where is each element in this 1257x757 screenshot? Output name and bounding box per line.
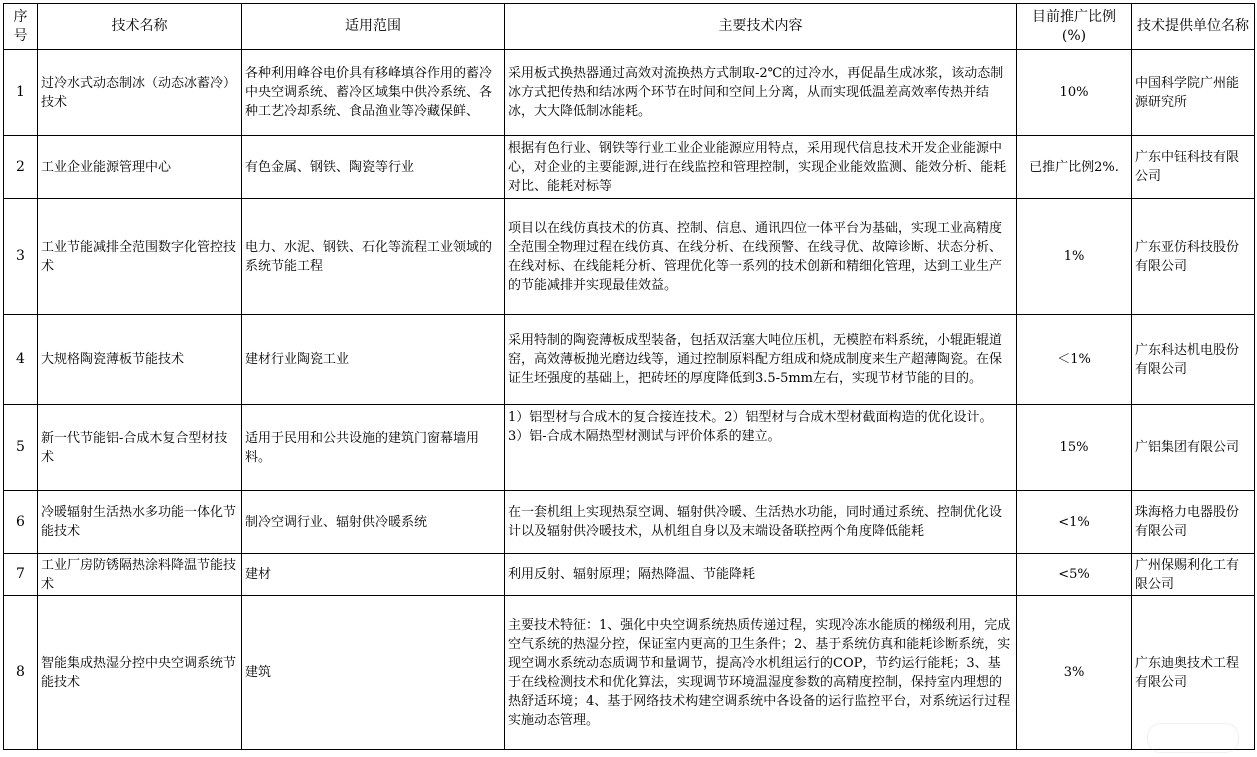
header-content: 主要技术内容: [505, 4, 1017, 50]
content-text: 在一套机组上实现热泵空调、辐射供冷暖、生活热水功能，同时通过系统、控制优化设计以及辐射供冷暖技术，从机组自身以及末端设备联控两个角度降低能耗: [508, 505, 1003, 539]
provider: 广东中钰科技有限公司: [1132, 136, 1255, 199]
tech-name: 新一代节能铝-合成木复合型材技术: [38, 405, 242, 491]
ratio: 15%: [1017, 405, 1132, 491]
tech-name: 工业厂房防锈隔热涂料降温节能技术: [38, 554, 242, 596]
ratio: 10%: [1017, 50, 1132, 136]
table-row: [4, 199, 1255, 315]
scope: 建筑: [242, 596, 505, 750]
scope: [242, 50, 505, 136]
content: 项目以在线仿真技术的仿真、控制、信息、通讯四位一体平台为基础，实现工业高精度全范围全物理过程在线仿真、在线分析、在线预警、在线寻优、故障诊断、状态分析、在线对标、在线能耗分析、管理优化等一系列的技术创新和精细化管理，达到工业生产的节能减排并实现最佳效益。: [505, 199, 1017, 315]
scope: 适用于民用和公共设施的建筑门窗幕墙用料。: [242, 405, 505, 491]
header-scope: 适用范围: [242, 4, 505, 50]
scope: 电力、水泥、钢铁、石化等流程工业领域的系统节能工程: [242, 199, 505, 315]
row-number: 1: [4, 50, 38, 136]
tech-name: 工业企业能源管理中心: [38, 136, 242, 199]
scope: 制冷空调行业、辐射供冷暖系统: [242, 491, 505, 554]
tech-name: 大规格陶瓷薄板节能技术: [38, 315, 242, 405]
content: 主要技术特征：1、强化中央空调系统热质传递过程，实现冷冻水能质的梯级利用，完成空气系统的热湿分控，保证室内更高的卫生条件；2、基于系统仿真和能耗诊断系统，实现空调水系统动态质调节和量调节，提高冷水机组运行的COP，节约运行能耗；3、基于在线检测技术和优化算法，实现调节环境温湿度参数的高精度控制，保持室内理想的热舒适环境；4、基于网络技术构建空调系统中各设备的运行监控平台，对系统运行过程实施动态管理。: [505, 596, 1017, 750]
provider: 中国科学院广州能源研究所: [1132, 50, 1255, 136]
header-provider: 技术提供单位名称: [1132, 4, 1255, 50]
tech-name: 过冷水式动态制冰（动态冰蓄冷）技术: [38, 50, 242, 136]
ratio: 3%: [1017, 596, 1132, 750]
ratio: 已推广比例2%.: [1017, 136, 1132, 199]
tech-name: 智能集成热湿分控中央空调系统节能技术: [38, 596, 242, 750]
ratio: 1%: [1017, 199, 1132, 315]
ratio: <5%: [1017, 554, 1132, 596]
header-no: 序号: [4, 4, 38, 50]
content: [505, 136, 1017, 199]
table-row: [4, 50, 1255, 136]
table-row: [4, 554, 1255, 596]
tech-name: 冷暖辐射生活热水多功能一体化节能技术: [38, 491, 242, 554]
row-number: 2: [4, 136, 38, 199]
row-number: 3: [4, 199, 38, 315]
row-number: 7: [4, 554, 38, 596]
watermark-logo: [1147, 723, 1239, 753]
table-row: [4, 491, 1255, 554]
table-row: [4, 596, 1255, 750]
row-number: 6: [4, 491, 38, 554]
provider: 珠海格力电器股份有限公司: [1132, 491, 1255, 554]
table-row: [4, 405, 1255, 491]
technology-table: [3, 3, 1255, 750]
provider: 广铝集团有限公司: [1132, 405, 1255, 491]
table-row: [4, 315, 1255, 405]
content: 采用特制的陶瓷薄板成型装备，包括双活塞大吨位压机，无模腔布料系统，小辊距辊道窑，高效薄板抛光磨边线等，通过控制原料配方组成和烧成制度来生产超薄陶瓷。在保证生坯强度的基础上，把砖坯的厚度降低到3.5-5mm左右，实现节材节能的目的。: [505, 315, 1017, 405]
provider: 广东科达机电股份有限公司: [1132, 315, 1255, 405]
scope-text: 各种利用峰谷电价具有移峰填谷作用的蓄冷中央空调系统、蓄冷区域集中供冷系统、各种工艺冷却系统、食品渔业等冷藏保鲜、: [245, 66, 493, 119]
scope: 有色金属、钢铁、陶瓷等行业: [242, 136, 505, 199]
tech-name: 工业节能减排全范围数字化管控技术: [38, 199, 242, 315]
ratio: ＜1%: [1017, 315, 1132, 405]
scope: 建材行业陶瓷工业: [242, 315, 505, 405]
provider: 广州保赐利化工有限公司: [1132, 554, 1255, 596]
content: 1）铝型材与合成木的复合接连技术。2）铝型材与合成木型材截面构造的优化设计。 3）铝-合成木隔热型材测试与评价体系的建立。: [505, 405, 1017, 491]
content: 采用板式换热器通过高效对流换热方式制取-2℃的过冷水，再促晶生成冰浆，该动态制冰方式把传热和结冰两个环节在时间和空间上分离，从而实现低温差高效率传热并结冰，大大降低制冰能耗。: [505, 50, 1017, 136]
ratio: <1%: [1017, 491, 1132, 554]
table-row: [4, 136, 1255, 199]
row-number: 5: [4, 405, 38, 491]
provider: 广东亚仿科技股份有限公司: [1132, 199, 1255, 315]
content-text: 根据有色行业、钢铁等行业工业企业能源应用特点，采用现代信息技术开发企业能源中心，对企业的主要能源,进行在线监控和管理控制，实现企业能效监测、能效分析、能耗对比、能耗对标等: [508, 140, 1007, 194]
scope: 建材: [242, 554, 505, 596]
row-number: 4: [4, 315, 38, 405]
header-tech-name: 技术名称: [38, 4, 242, 50]
header-ratio: 目前推广比例(%): [1017, 4, 1132, 50]
content: [505, 491, 1017, 554]
content: 利用反射、辐射原理；隔热降温、节能降耗: [505, 554, 1017, 596]
provider: 广东迪奥技术工程有限公司: [1132, 596, 1255, 750]
header-row: [4, 4, 1255, 50]
row-number: 8: [4, 596, 38, 750]
